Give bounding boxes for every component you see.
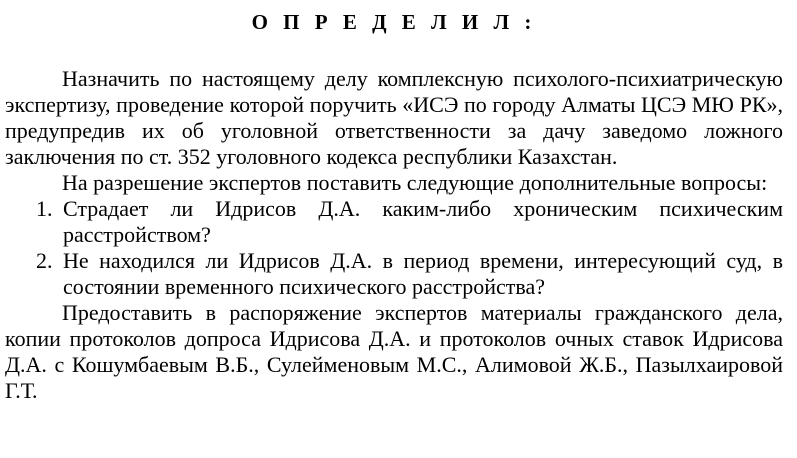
list-item-number: 2. (36, 248, 53, 273)
list-item (5, 248, 783, 300)
list-item (5, 196, 783, 248)
questions-list (5, 196, 783, 300)
list-item-text: Страдает ли Идрисов Д.А. каким-либо хроническим психическим расстройством? (63, 196, 783, 247)
list-item-number: 1. (36, 196, 53, 221)
document-heading: О П Р Е Д Е Л И Л : (251, 10, 537, 34)
paragraph-appointment: Назначить по настоящему делу комплексную психолого-психиатрическую экспертизу, проведение которой поручить «ИСЭ по городу Алматы ЦСЭ МЮ РК», предупредив их об уголовной ответственности за дачу заведомо ложного заключения по ст. 352 уголовного кодекса республики Казахстан. (5, 66, 783, 169)
list-item-text: Не находился ли Идрисов Д.А. в период времени, интересующий суд, в состоянии временного психического расстройства? (63, 248, 783, 299)
paragraph-questions-intro: На разрешение экспертов поставить следующие дополнительные вопросы: (62, 170, 768, 195)
paragraph-materials: Предоставить в распоряжение экспертов материалы гражданского дела, копии протоколов допроса Идрисова Д.А. и протоколов очных ставок Идрисова Д.А. с Кошумбаевым В.Б., Сулейменовым М.С., Алимовой Ж.Б., Пазылхаировой Г.Т. (5, 300, 783, 403)
